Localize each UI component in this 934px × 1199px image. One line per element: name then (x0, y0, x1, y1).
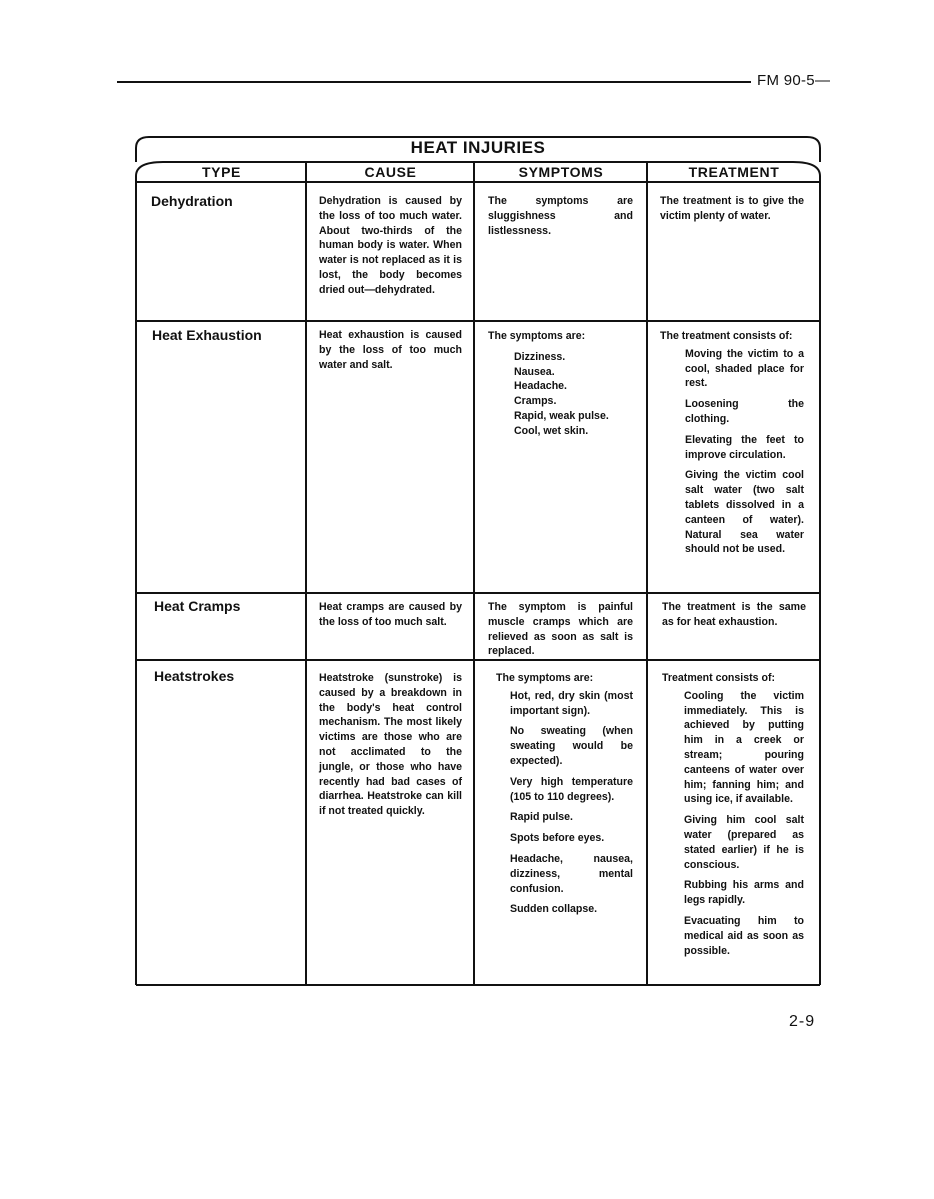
row-type-heat-cramps: Heat Cramps (154, 598, 241, 614)
list-item: Elevating the feet to improve circulation. (685, 433, 804, 461)
treatment-intro: Treatment consists of: (662, 672, 776, 684)
list-item: Giving the victim cool salt water (two salt tablets dissolved in a canteen of water). Natural sea water should not be used. (685, 469, 804, 556)
row-type-heat-exhaustion: Heat Exhaustion (152, 327, 262, 343)
column-header-symptoms: SYMPTOMS (518, 164, 604, 180)
symptoms-heatstrokes (496, 671, 633, 917)
cause-dehydration: Dehydration is caused by the loss of too much water. About two-thirds of the human body is water. When water is not replaced as it is lost, the body becomes dried out—dehydrated. (319, 195, 462, 296)
symptoms-intro: The symptoms are: (496, 672, 594, 684)
list-item: Giving him cool salt water (prepared as stated earlier) if he is conscious. (684, 814, 804, 871)
treatment-heatstrokes (662, 671, 804, 958)
treatment-intro: The treatment consists of: (660, 330, 793, 342)
list-item: Rapid, weak pulse. (514, 409, 609, 422)
treatment-heat-cramps: The treatment is the same as for heat exhaustion. (662, 601, 806, 628)
list-item: Evacuating him to medical aid as soon as possible. (684, 914, 804, 957)
column-header-type: TYPE (202, 164, 241, 180)
list-item: Dizziness. (514, 350, 566, 363)
symptoms-heat-cramps: The symptom is painful muscle cramps which are relieved as soon as salt is replaced. (488, 601, 633, 658)
symptoms-heat-exhaustion (488, 329, 633, 439)
cause-heat-cramps: Heat cramps are caused by the loss of too much salt. (319, 601, 462, 628)
list-item: Hot, red, dry skin (most important sign). (510, 689, 633, 717)
list-item: Sudden collapse. (510, 903, 598, 916)
column-header-treatment: TREATMENT (688, 164, 780, 180)
cause-heat-exhaustion: Heat exhaustion is caused by the loss of too much water and salt. (319, 329, 462, 371)
list-item: Rapid pulse. (510, 811, 573, 824)
list-item: Rubbing his arms and legs rapidly. (684, 879, 804, 907)
list-item: Cool, wet skin. (514, 424, 589, 437)
row-type-dehydration: Dehydration (151, 193, 233, 209)
column-header-cause: CAUSE (364, 164, 417, 180)
cause-heatstrokes: Heatstroke (sunstroke) is caused by a breakdown in the body's heat control mechanism. The most likely victims are those who are not acclimated to the jungle, or those who have recently had bad cases of diarrhea. Heatstroke can kill if not treated quickly. (319, 672, 462, 818)
treatment-dehydration: The treatment is to give the victim plenty of water. (660, 195, 804, 222)
list-item: Cramps. (514, 395, 557, 408)
treatment-heat-exhaustion (660, 329, 804, 557)
list-item: Loosening the clothing. (685, 398, 804, 425)
list-item: No sweating (when sweating would be expected). (510, 725, 633, 767)
row-type-heatstrokes: Heatstrokes (154, 668, 235, 684)
list-item: Very high temperature (105 to 110 degrees). (510, 775, 633, 803)
symptoms-dehydration: The symptoms are sluggishness and listlessness. (488, 195, 633, 237)
list-item: Moving the victim to a cool, shaded place for rest. (685, 347, 804, 390)
running-header: FM 90-5— (757, 72, 831, 89)
list-item: Spots before eyes. (510, 832, 605, 845)
table-title: HEAT INJURIES (410, 138, 546, 157)
list-item: Nausea. (514, 365, 555, 378)
symptoms-list (514, 350, 633, 439)
heat-injuries-table (135, 136, 821, 986)
list-item: Headache, nausea, dizziness, mental confusion. (510, 852, 633, 895)
list-item: Headache. (514, 380, 567, 393)
page-number: 2-9 (789, 1013, 816, 1030)
header-rule (117, 81, 751, 83)
symptoms-intro: The symptoms are: (488, 330, 586, 342)
list-item: Cooling the victim immediately. This is achieved by putting him in a creek or stream; pouring canteens of water over him; fanning him; and using ice, if available. (684, 689, 804, 806)
